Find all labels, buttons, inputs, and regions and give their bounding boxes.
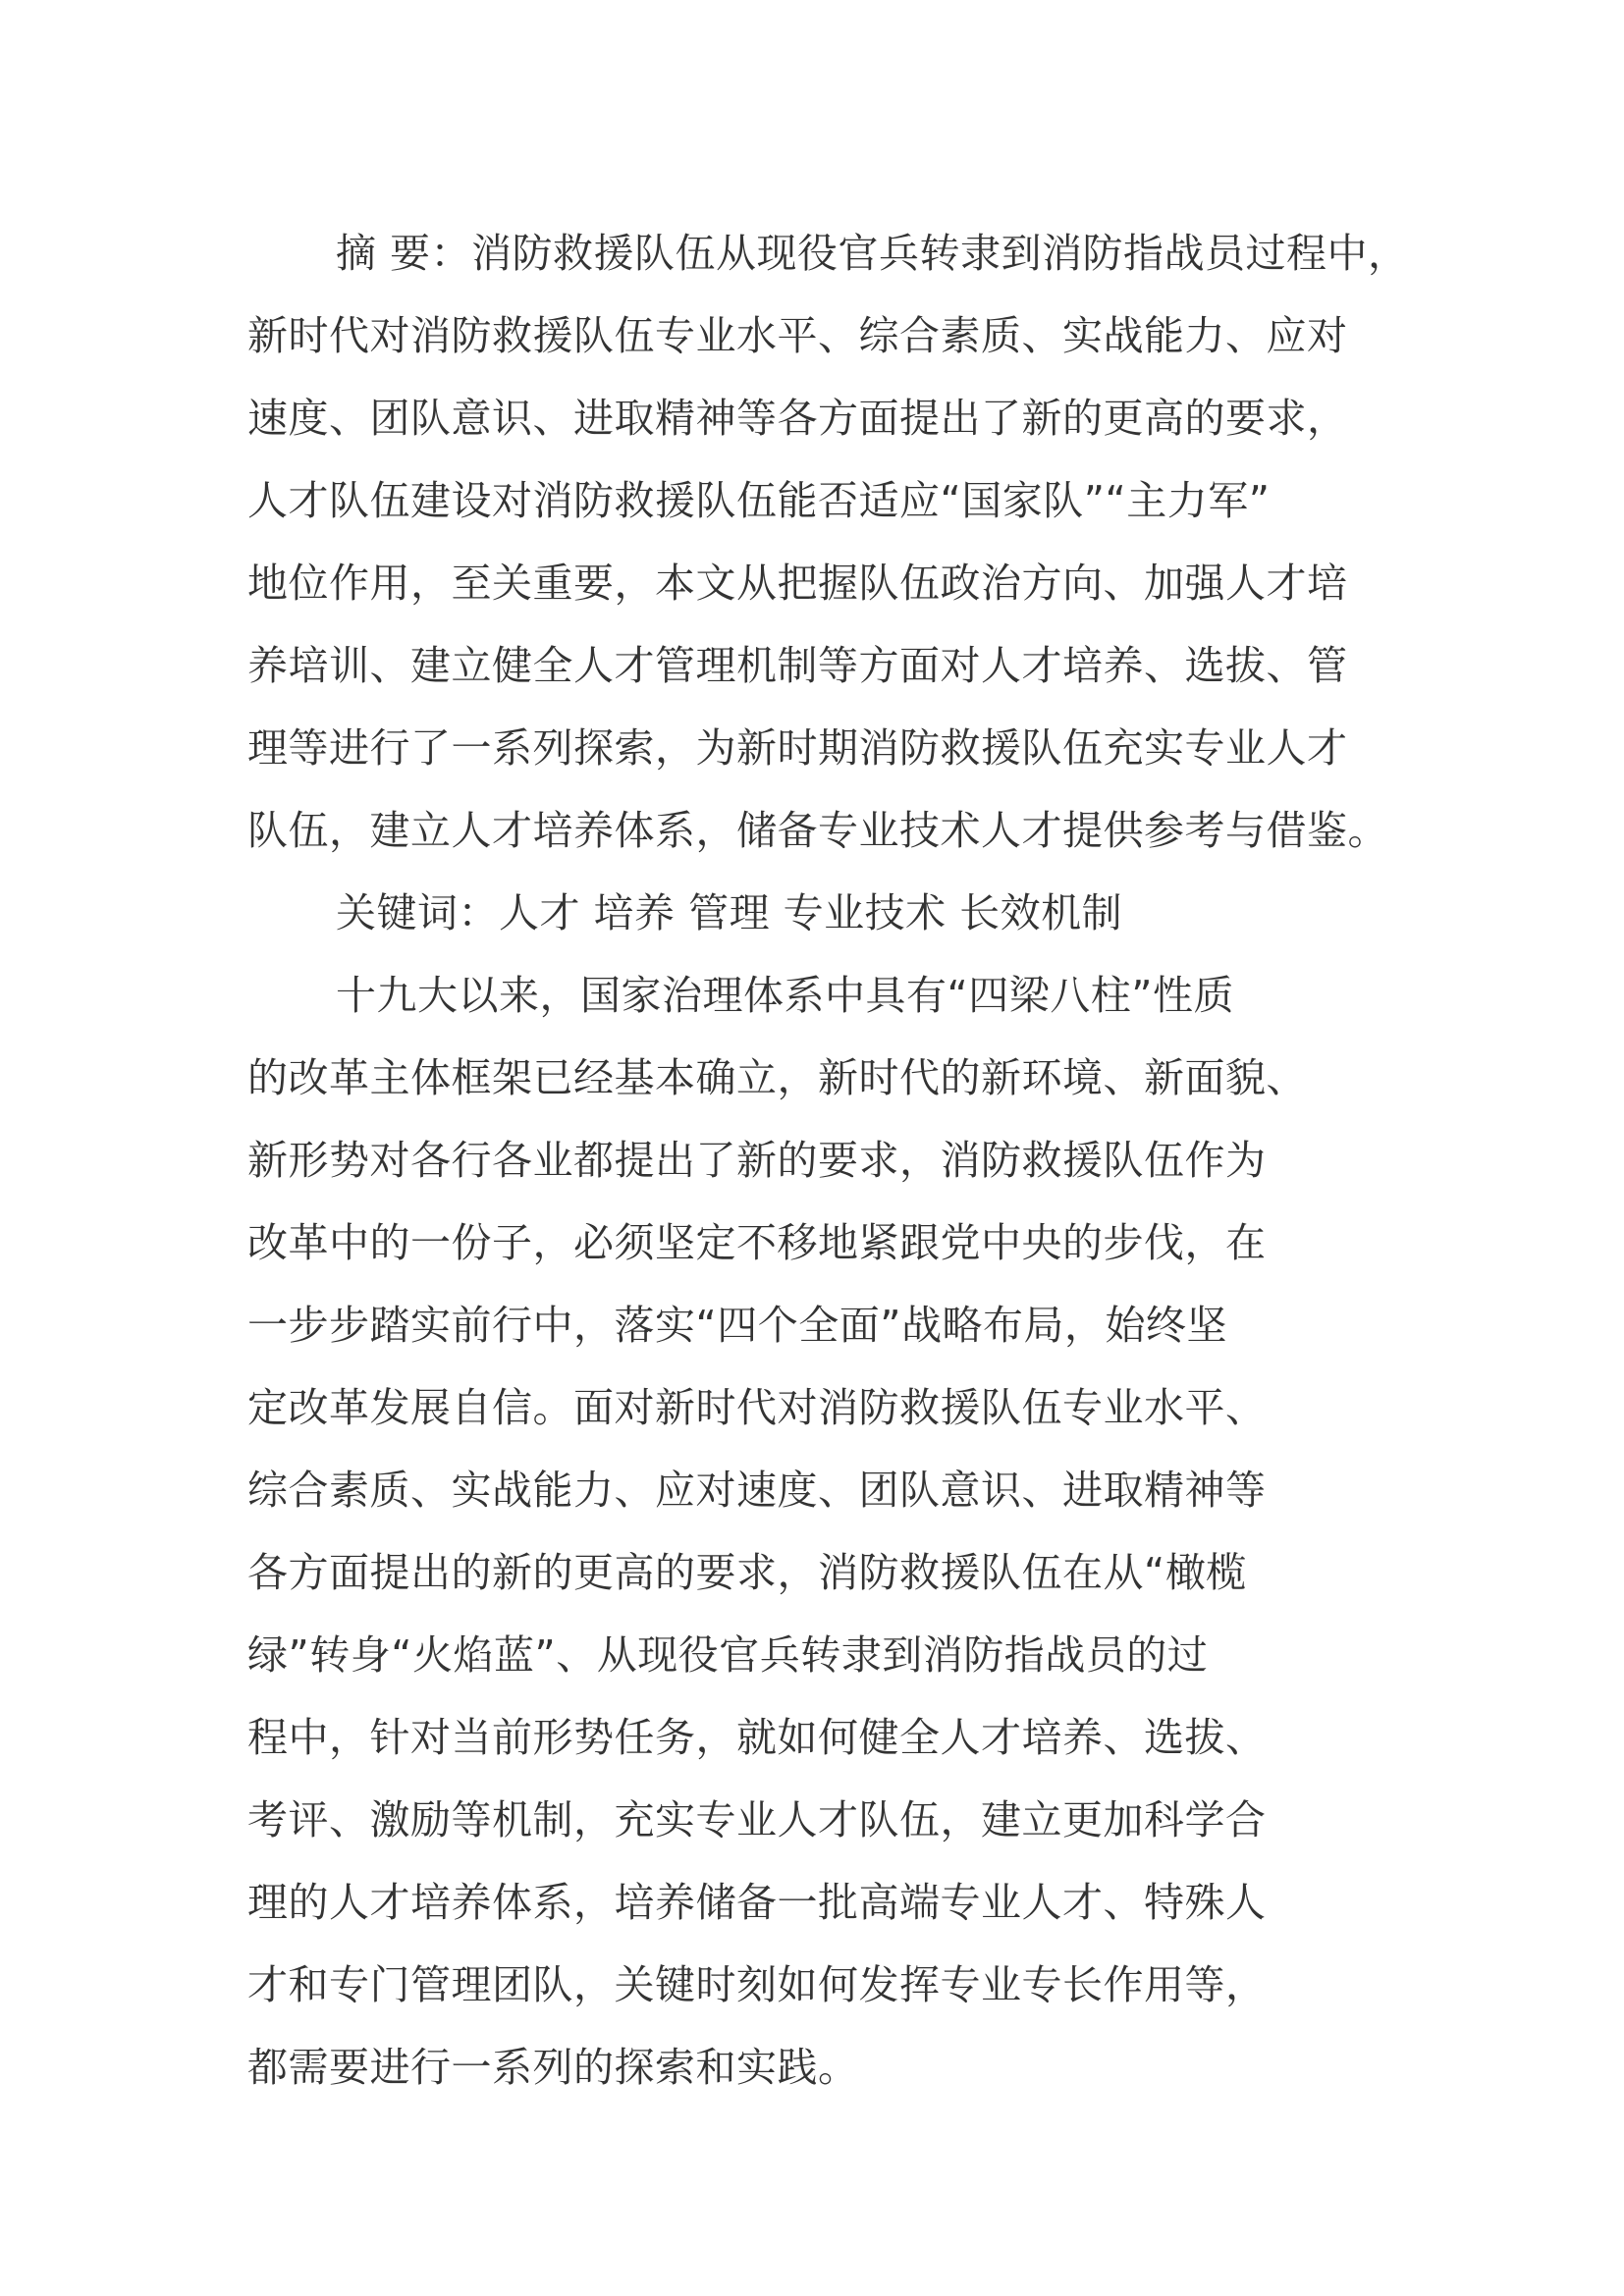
body-line: 考评、激励等机制，充实专业人才队伍，建立更加科学合 [247, 1796, 1267, 1843]
body-line: 十九大以来，国家治理体系中具有“四梁八柱”性质 [336, 972, 1234, 1019]
body-line: 理的人才培养体系，培养储备一批高端专业人才、特殊人 [247, 1879, 1267, 1926]
abstract-line: 地位作用，至关重要，本文从把握队伍政治方向、加强人才培 [247, 560, 1348, 607]
abstract-line: 新时代对消防救援队伍专业水平、综合素质、实战能力、应对 [247, 312, 1348, 359]
abstract-line: 人才队伍建设对消防救援队伍能否适应“国家队”“主力军” [247, 477, 1271, 524]
body-line: 程中，针对当前形势任务，就如何健全人才培养、选拔、 [247, 1714, 1267, 1761]
body-line: 各方面提出的新的更高的要求，消防救援队伍在从“橄榄 [247, 1549, 1247, 1596]
body-line: 才和专门管理团队，关键时刻如何发挥专业专长作用等， [247, 1961, 1267, 2008]
abstract-line: 速度、团队意识、进取精神等各方面提出了新的更高的要求， [247, 395, 1348, 442]
body-line: 的改革主体框架已经基本确立，新时代的新环境、新面貌、 [247, 1054, 1307, 1101]
body-line: 绿”转身“火焰蓝”、从现役官兵转隶到消防指战员的过 [247, 1631, 1209, 1679]
body-line: 新形势对各行各业都提出了新的要求，消防救援队伍作为 [247, 1137, 1267, 1184]
keywords-line: 关键词：人才 培养 管理 专业技术 长效机制 [336, 889, 1123, 936]
abstract-line: 养培训、建立健全人才管理机制等方面对人才培养、选拔、管 [247, 642, 1348, 689]
body-line: 综合素质、实战能力、应对速度、团队意识、进取精神等 [247, 1467, 1267, 1514]
abstract-line: 队伍，建立人才培养体系，储备专业技术人才提供参考与借鉴。 [247, 807, 1388, 854]
body-line: 定改革发展自信。面对新时代对消防救援队伍专业水平、 [247, 1384, 1267, 1431]
body-line: 改革中的一份子，必须坚定不移地紧跟党中央的步伐，在 [247, 1219, 1267, 1266]
body-line: 一步步踏实前行中，落实“四个全面”战略布局，始终坚 [247, 1302, 1227, 1349]
abstract-line: 理等进行了一系列探索，为新时期消防救援队伍充实专业人才 [247, 724, 1348, 772]
body-line: 都需要进行一系列的探索和实践。 [247, 2044, 859, 2091]
abstract-line: 摘 要：消防救援队伍从现役官兵转隶到消防指战员过程中， [336, 230, 1409, 277]
